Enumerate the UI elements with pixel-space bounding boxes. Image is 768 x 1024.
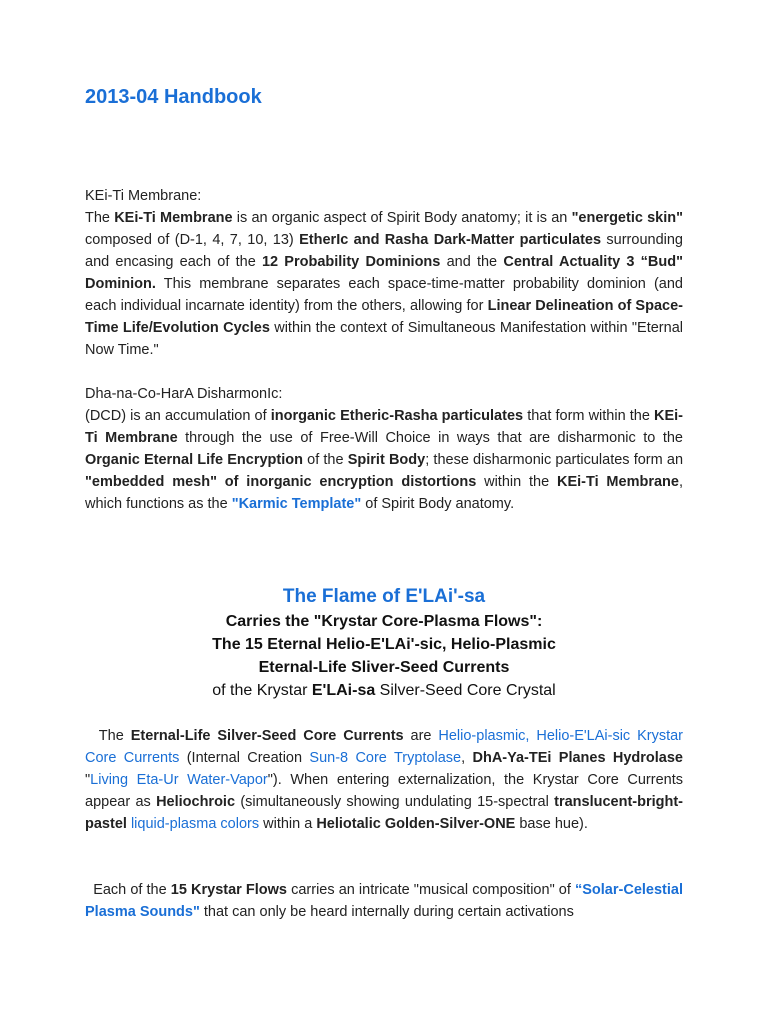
- document-title: 2013-04 Handbook: [85, 86, 262, 108]
- text-run: EtherIc and Rasha Dark-Matter particulates: [299, 232, 602, 248]
- text-run: base hue).: [515, 816, 588, 832]
- text-run: and the: [440, 254, 504, 270]
- text-run: KEi-Ti Membrane: [114, 210, 233, 226]
- text-run: "embedded mesh" of inorganic encryption distortions: [85, 474, 477, 490]
- text-run: surrounding and encasing each of the: [85, 232, 683, 270]
- currents-section: [85, 725, 683, 835]
- text-run: Organic Eternal Life Encryption: [85, 452, 303, 468]
- text-run: "Karmic Template": [231, 496, 362, 512]
- dcd-section: [85, 383, 683, 515]
- dcd-paragraph: [85, 405, 683, 515]
- text-run: (DCD) is an accumulation of: [85, 408, 271, 424]
- text-run: Each of the: [85, 882, 171, 898]
- flame-subtitle-2: The 15 Eternal Helio-E'LAi'-sic, Helio-Plasmic: [212, 636, 556, 653]
- text-run: ,: [461, 750, 473, 766]
- text-run: translucent-bright-pastel: [85, 794, 683, 832]
- text-run: composed of (D-1, 4, 7, 10, 13): [85, 232, 300, 248]
- text-run: The: [85, 210, 115, 226]
- text-run: that form within the: [523, 408, 655, 424]
- text-run: KEi-Ti Membrane: [556, 474, 679, 490]
- currents-paragraph: [85, 725, 683, 835]
- flame-subtitle-4: [0, 679, 768, 702]
- text-run: (Internal Creation: [179, 750, 310, 766]
- text-run: within a: [259, 816, 317, 832]
- text-run: of the Krystar: [212, 682, 312, 699]
- text-run: Heliotalic Golden-Silver-ONE: [316, 816, 516, 832]
- text-run: DhA-Ya-TEi Planes Hydrolase: [472, 750, 683, 766]
- text-run: Silver-Seed Core Crystal: [375, 682, 556, 699]
- text-run: ; these disharmonic particulates form an: [425, 452, 684, 468]
- text-run: This membrane separates each space-time-matter probability dominion (and each individual incarnate identity) from the others, allowing for: [85, 276, 683, 314]
- text-run: of Spirit Body anatomy.: [361, 496, 515, 512]
- text-run: “Solar-Celestial Plasma Sounds": [85, 882, 683, 920]
- text-run: Central Actuality 3 “Bud" Dominion.: [85, 254, 683, 292]
- text-run: Spirit Body: [347, 452, 426, 468]
- flame-title: The Flame of E'LAi'-sa: [282, 586, 486, 607]
- flows-paragraph: [85, 879, 683, 923]
- flows-section: [85, 879, 683, 923]
- text-run: liquid-plasma colors: [130, 816, 260, 832]
- text-run: of the: [302, 452, 348, 468]
- text-run: through the use of Free-Will Choice in ways that are disharmonic to the: [177, 430, 683, 446]
- flame-subtitle-3: Eternal-Life Sliver-Seed Currents: [258, 659, 510, 676]
- text-run: Sun-8 Core Tryptolase: [309, 750, 462, 766]
- text-run: inorganic Etheric-Rasha particulates: [270, 408, 524, 424]
- text-run: carries an intricate "musical composition" of: [287, 882, 575, 898]
- text-run: KEi-Ti Membrane: [85, 408, 684, 446]
- text-run: (simultaneously showing undulating 15-spectral: [235, 794, 555, 810]
- text-run: "). When entering externalization, the Krystar Core Currents appear as: [85, 772, 683, 810]
- text-run: are: [403, 728, 439, 744]
- dcd-heading: Dha-na-Co-HarA DisharmonIc:: [85, 386, 283, 402]
- text-run: Linear Delineation of Space-Time Life/Evolution Cycles: [85, 298, 683, 336]
- text-run: "energetic skin": [571, 210, 684, 226]
- text-run: Eternal-Life Silver-Seed Core Currents: [130, 728, 404, 744]
- text-run: The: [85, 728, 131, 744]
- kei-paragraph: [85, 207, 683, 361]
- text-run: Heliochroic: [156, 794, 236, 810]
- text-run: 15 Krystar Flows: [170, 882, 287, 898]
- text-run: 12 Probability Dominions: [261, 254, 441, 270]
- text-run: is an organic aspect of Spirit Body anatomy; it is an: [232, 210, 572, 226]
- text-run: Helio-plasmic, Helio-E'LAi-sic Krystar Core Currents: [85, 728, 683, 766]
- text-run: ": [85, 772, 91, 788]
- kei-heading: KEi-Ti Membrane:: [85, 188, 202, 204]
- text-run: E'LAi-sa: [311, 682, 376, 699]
- text-run: within the context of Simultaneous Manifestation within "Eternal Now Time.": [85, 320, 683, 358]
- flame-subtitle-1: Carries the "Krystar Core-Plasma Flows":: [225, 613, 543, 630]
- text-run: , which functions as the: [85, 474, 683, 512]
- text-run: within the: [476, 474, 557, 490]
- text-run: that can only be heard internally during certain activations: [199, 904, 574, 920]
- text-run: Living Eta-Ur Water-Vapor: [90, 772, 268, 788]
- kei-section: [85, 185, 683, 361]
- flame-header: [0, 584, 768, 702]
